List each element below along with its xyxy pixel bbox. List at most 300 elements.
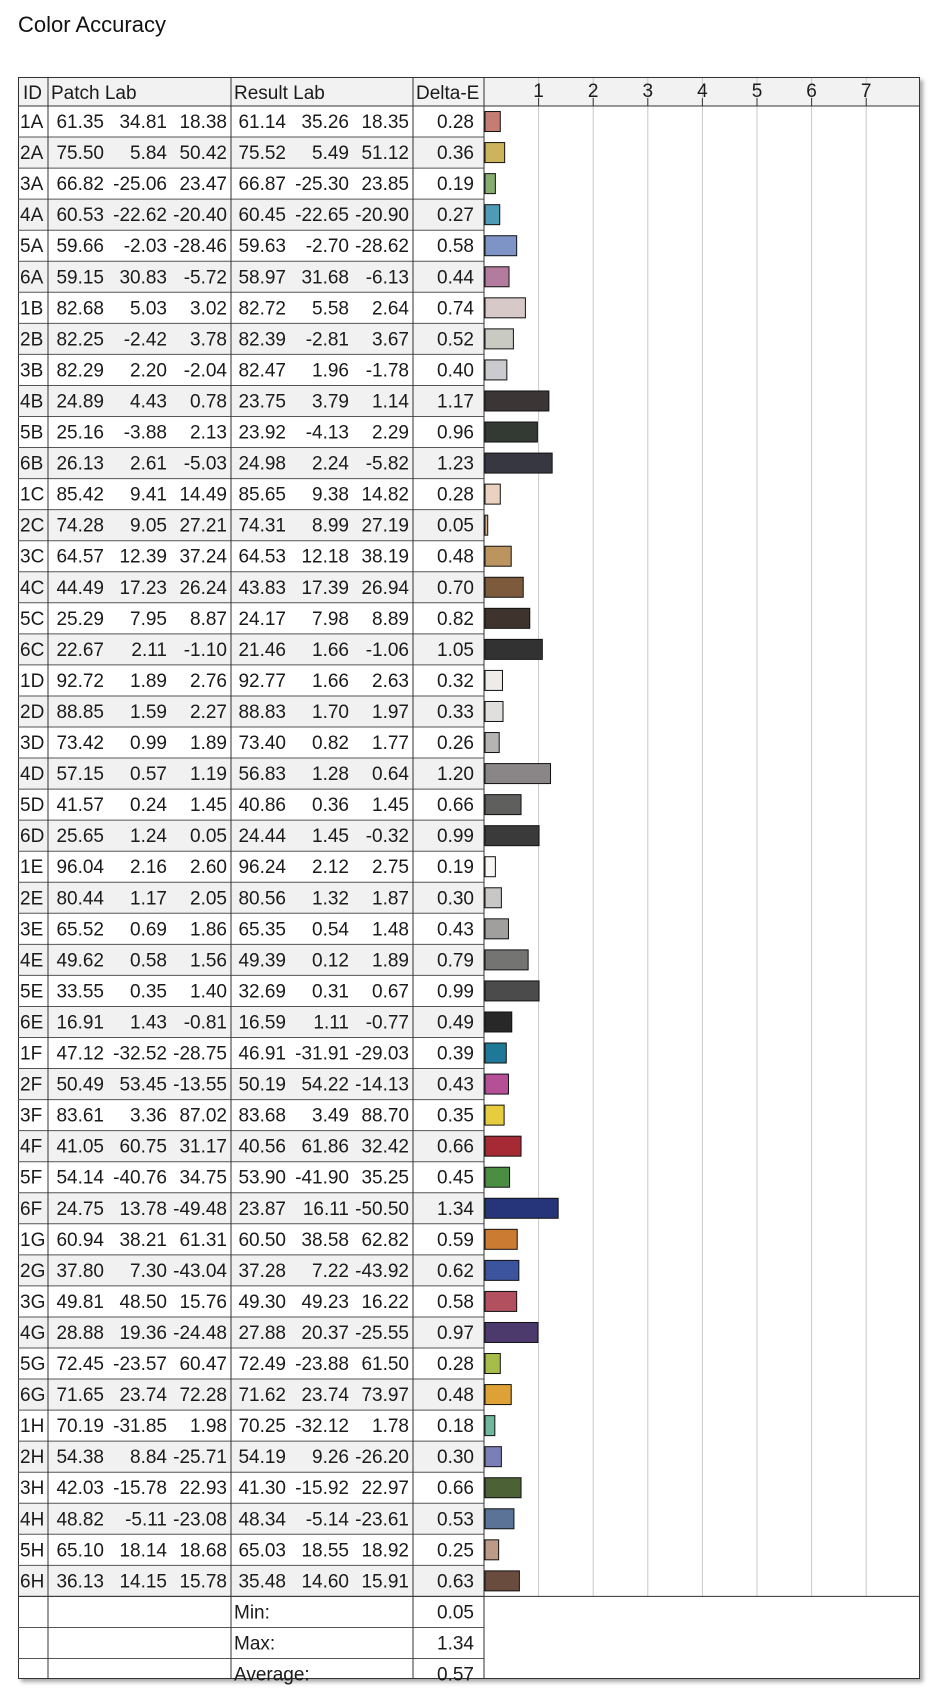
- result-b: 1.78: [372, 1416, 409, 1438]
- patch-b: 1.98: [190, 1416, 227, 1438]
- patch-id: 3E: [20, 919, 44, 941]
- patch-id: 1F: [20, 1043, 43, 1065]
- patch-b: -24.48: [173, 1322, 227, 1344]
- result-l: 82.39: [238, 329, 286, 351]
- result-a: -5.14: [305, 1509, 349, 1531]
- result-b: 2.64: [372, 298, 409, 320]
- patch-l: 82.25: [56, 329, 104, 351]
- result-l: 48.34: [238, 1509, 286, 1531]
- patch-a: 12.39: [119, 546, 167, 568]
- patch-a: -15.78: [113, 1478, 167, 1500]
- patch-l: 49.81: [56, 1291, 104, 1313]
- patch-l: 92.72: [56, 670, 104, 692]
- delta-e-bar: [485, 857, 495, 877]
- summary-label: Min:: [234, 1602, 270, 1624]
- patch-l: 25.16: [56, 422, 104, 444]
- result-a: 16.11: [302, 1198, 349, 1220]
- header-patch-lab: Patch Lab: [51, 83, 137, 104]
- result-a: 3.49: [312, 1105, 349, 1127]
- patch-a: 23.74: [119, 1385, 167, 1407]
- result-a: 20.37: [301, 1322, 349, 1344]
- patch-b: -5.03: [183, 453, 227, 475]
- delta-e-bar: [485, 1354, 500, 1374]
- patch-id: 3B: [20, 360, 44, 382]
- result-a: -22.65: [295, 205, 349, 227]
- patch-l: 61.35: [56, 112, 104, 133]
- delta-e-value: 0.63: [437, 1571, 474, 1593]
- delta-e-value: 0.32: [437, 670, 474, 692]
- delta-e-value: 0.97: [437, 1322, 474, 1344]
- patch-b: 8.87: [190, 608, 227, 630]
- patch-b: 61.31: [179, 1229, 227, 1251]
- delta-e-value: 0.74: [437, 298, 474, 320]
- patch-l: 59.66: [56, 236, 104, 258]
- patch-a: 1.24: [130, 826, 167, 848]
- patch-id: 5B: [20, 422, 44, 444]
- result-b: 15.91: [361, 1571, 409, 1593]
- result-b: -28.62: [355, 236, 409, 258]
- patch-b: -23.08: [173, 1509, 227, 1531]
- patch-a: 0.99: [130, 733, 167, 754]
- patch-b: 34.75: [179, 1167, 227, 1189]
- header-id: ID: [23, 83, 42, 104]
- patch-l: 37.80: [56, 1260, 104, 1282]
- patch-b: -2.04: [183, 360, 227, 382]
- delta-e-value: 1.34: [437, 1198, 474, 1220]
- patch-a: 8.84: [130, 1447, 167, 1469]
- result-l: 54.19: [238, 1447, 286, 1469]
- result-a: -2.70: [305, 236, 349, 258]
- delta-e-bar: [485, 1012, 512, 1032]
- patch-id: 5D: [20, 795, 45, 817]
- delta-e-value: 0.96: [437, 422, 474, 444]
- delta-e-value: 0.44: [437, 267, 474, 289]
- patch-b: -1.10: [183, 639, 227, 661]
- patch-l: 64.57: [56, 546, 104, 568]
- result-a: 1.11: [313, 1012, 349, 1034]
- delta-e-bar: [485, 981, 539, 1001]
- patch-l: 36.13: [56, 1571, 104, 1593]
- patch-b: 18.38: [179, 112, 227, 133]
- result-a: -41.90: [295, 1167, 349, 1189]
- result-l: 60.45: [238, 205, 286, 227]
- patch-id: 2C: [20, 515, 45, 537]
- result-b: -23.61: [355, 1509, 409, 1531]
- result-a: -25.30: [295, 174, 349, 196]
- delta-e-value: 0.59: [437, 1229, 474, 1251]
- patch-id: 1H: [20, 1416, 45, 1438]
- result-a: 5.58: [312, 298, 349, 320]
- patch-b: 1.45: [190, 795, 227, 817]
- result-b: -1.06: [365, 639, 409, 661]
- result-l: 61.14: [238, 112, 286, 133]
- patch-l: 16.91: [56, 1012, 104, 1034]
- patch-l: 66.82: [56, 174, 104, 196]
- patch-b: 1.89: [190, 733, 227, 754]
- patch-a: 48.50: [119, 1291, 167, 1313]
- summary-value: 1.34: [437, 1633, 474, 1655]
- delta-e-value: 1.20: [437, 764, 474, 786]
- delta-e-bar: [485, 422, 537, 442]
- delta-e-value: 0.39: [437, 1043, 474, 1065]
- result-l: 24.17: [238, 608, 286, 630]
- patch-b: 26.24: [179, 577, 227, 599]
- delta-e-bar: [485, 1229, 517, 1249]
- header-delta-e: Delta-E: [416, 83, 480, 104]
- patch-a: 7.95: [130, 608, 167, 630]
- result-a: -15.92: [295, 1478, 349, 1500]
- result-b: 1.97: [372, 701, 409, 723]
- result-b: 61.50: [361, 1354, 409, 1375]
- patch-b: 60.47: [179, 1354, 227, 1375]
- result-b: 1.87: [372, 888, 409, 910]
- patch-id: 3A: [20, 174, 44, 196]
- patch-l: 96.04: [56, 857, 104, 879]
- patch-id: 4C: [20, 577, 45, 599]
- result-a: 0.36: [312, 795, 349, 817]
- delta-e-bar: [485, 639, 542, 659]
- patch-id: 5G: [20, 1354, 46, 1375]
- result-a: 17.39: [301, 577, 349, 599]
- summary-value: 0.57: [437, 1664, 474, 1686]
- result-a: 0.12: [312, 950, 349, 972]
- delta-e-value: 0.43: [437, 1074, 474, 1096]
- patch-b: 15.76: [179, 1291, 227, 1313]
- patch-l: 26.13: [56, 453, 104, 475]
- delta-e-value: 0.43: [437, 919, 474, 941]
- patch-l: 70.19: [56, 1416, 104, 1438]
- patch-id: 1B: [20, 298, 44, 320]
- patch-b: 3.02: [190, 298, 227, 320]
- delta-e-value: 0.48: [437, 1385, 474, 1407]
- result-l: 71.62: [238, 1385, 286, 1407]
- result-a: -2.81: [305, 329, 349, 351]
- result-l: 73.40: [238, 733, 286, 754]
- delta-e-bar: [485, 1136, 521, 1156]
- result-l: 43.83: [238, 577, 286, 599]
- delta-e-value: 0.66: [437, 1136, 474, 1158]
- delta-e-bar: [485, 1105, 504, 1125]
- patch-l: 85.42: [56, 484, 104, 506]
- patch-id: 1D: [20, 670, 45, 692]
- patch-a: 1.89: [130, 670, 167, 692]
- patch-a: -32.52: [113, 1043, 167, 1065]
- patch-b: 18.68: [179, 1540, 227, 1562]
- patch-id: 2B: [20, 329, 44, 351]
- patch-id: 4F: [20, 1136, 43, 1158]
- patch-b: 3.78: [190, 329, 227, 351]
- result-b: 73.97: [361, 1385, 409, 1407]
- tick-label: 3: [642, 81, 654, 102]
- patch-a: 34.81: [119, 112, 167, 133]
- patch-a: 0.24: [130, 795, 167, 817]
- patch-id: 2F: [20, 1074, 43, 1096]
- page-title: Color Accuracy: [18, 12, 166, 37]
- tick-label: 4: [697, 81, 708, 102]
- result-b: 1.14: [372, 391, 409, 413]
- result-a: 31.68: [301, 267, 349, 289]
- patch-a: -22.62: [113, 205, 167, 227]
- delta-e-bar: [485, 112, 500, 132]
- summary-label: Max:: [234, 1633, 276, 1655]
- result-l: 23.92: [238, 422, 286, 444]
- patch-a: 2.11: [131, 639, 167, 661]
- patch-l: 25.65: [56, 826, 104, 848]
- patch-id: 4A: [20, 205, 44, 227]
- patch-l: 48.82: [56, 1509, 104, 1531]
- result-l: 24.98: [238, 453, 286, 475]
- delta-e-value: 0.30: [437, 888, 474, 910]
- patch-l: 57.15: [56, 764, 104, 786]
- delta-e-bar: [485, 1447, 501, 1467]
- patch-b: 1.56: [190, 950, 227, 972]
- delta-e-value: 0.19: [437, 857, 474, 879]
- patch-a: 9.05: [130, 515, 167, 537]
- result-a: 61.86: [301, 1136, 349, 1158]
- delta-e-value: 0.52: [437, 329, 474, 351]
- result-b: -25.55: [355, 1322, 409, 1344]
- delta-e-value: 0.53: [437, 1509, 474, 1531]
- result-a: 2.24: [312, 453, 349, 475]
- result-a: 1.28: [312, 764, 349, 786]
- result-l: 70.25: [238, 1416, 286, 1438]
- patch-id: 4B: [20, 391, 44, 413]
- delta-e-bar: [485, 764, 551, 784]
- delta-e-bar: [485, 888, 501, 908]
- delta-e-value: 1.17: [437, 391, 474, 413]
- patch-b: -49.48: [173, 1198, 227, 1220]
- delta-e-bar: [485, 484, 500, 504]
- delta-e-value: 0.35: [437, 1105, 474, 1127]
- tick-label: 5: [751, 81, 763, 102]
- result-b: -29.03: [355, 1043, 409, 1065]
- result-l: 21.46: [238, 639, 286, 661]
- result-b: 22.97: [361, 1478, 409, 1500]
- delta-e-value: 0.19: [437, 174, 474, 196]
- patch-id: 2H: [20, 1447, 45, 1469]
- patch-l: 49.62: [56, 950, 104, 972]
- result-b: 32.42: [361, 1136, 409, 1158]
- patch-b: 87.02: [179, 1105, 227, 1127]
- result-b: 26.94: [361, 577, 409, 599]
- delta-e-bar: [485, 1478, 521, 1498]
- delta-e-value: 0.99: [437, 981, 474, 1003]
- patch-id: 5F: [20, 1167, 43, 1189]
- patch-l: 75.50: [56, 143, 104, 165]
- delta-e-bar: [485, 298, 525, 318]
- result-a: 54.22: [301, 1074, 349, 1096]
- tick-label: 2: [587, 81, 599, 102]
- patch-a: -2.42: [123, 329, 167, 351]
- result-a: 49.23: [301, 1291, 349, 1313]
- result-b: -43.92: [355, 1260, 409, 1282]
- delta-e-value: 1.23: [437, 453, 474, 475]
- result-b: 2.29: [372, 422, 409, 444]
- patch-a: 1.43: [130, 1012, 167, 1034]
- result-l: 23.87: [238, 1198, 286, 1220]
- result-a: 0.54: [312, 919, 349, 941]
- delta-e-bar: [485, 670, 502, 690]
- header-result-lab: Result Lab: [234, 83, 325, 104]
- result-l: 82.47: [238, 360, 286, 382]
- patch-a: -3.88: [123, 422, 167, 444]
- result-a: 23.74: [301, 1385, 349, 1407]
- patch-l: 60.53: [56, 205, 104, 227]
- patch-a: 13.78: [119, 1198, 167, 1220]
- result-b: -26.20: [355, 1447, 409, 1469]
- patch-b: 2.13: [190, 422, 227, 444]
- result-a: 7.22: [312, 1260, 349, 1282]
- patch-a: -31.85: [113, 1416, 167, 1438]
- delta-e-value: 0.33: [437, 701, 474, 723]
- result-b: 2.75: [372, 857, 409, 879]
- result-b: 23.85: [361, 174, 409, 196]
- patch-id: 3D: [20, 733, 45, 754]
- patch-a: -25.06: [113, 174, 167, 196]
- patch-a: 9.41: [130, 484, 167, 506]
- delta-e-bar: [485, 1540, 499, 1560]
- patch-l: 42.03: [56, 1478, 104, 1500]
- result-b: 51.12: [361, 143, 409, 165]
- patch-l: 74.28: [56, 515, 104, 537]
- result-l: 35.48: [238, 1571, 286, 1593]
- delta-e-value: 0.48: [437, 546, 474, 568]
- patch-b: 0.05: [190, 826, 227, 848]
- patch-a: 2.16: [130, 857, 167, 879]
- delta-e-value: 0.45: [437, 1167, 474, 1189]
- patch-id: 3C: [20, 546, 45, 568]
- patch-b: -28.46: [173, 236, 227, 258]
- patch-l: 54.38: [56, 1447, 104, 1469]
- delta-e-value: 0.26: [437, 733, 474, 754]
- delta-e-bar: [485, 236, 517, 256]
- delta-e-bar: [485, 701, 503, 721]
- patch-b: 1.40: [190, 981, 227, 1003]
- delta-e-bar: [485, 1291, 517, 1311]
- patch-b: 1.19: [190, 764, 227, 786]
- delta-e-value: 0.40: [437, 360, 474, 382]
- patch-l: 41.57: [56, 795, 104, 817]
- result-a: 9.26: [312, 1447, 349, 1469]
- result-a: 38.58: [301, 1229, 349, 1251]
- patch-id: 6F: [20, 1198, 43, 1220]
- tick-label: 7: [860, 81, 872, 102]
- result-l: 49.30: [238, 1291, 286, 1313]
- result-a: 1.66: [312, 639, 349, 661]
- patch-a: 30.83: [119, 267, 167, 289]
- result-b: 35.25: [361, 1167, 409, 1189]
- delta-e-value: 0.58: [437, 236, 474, 258]
- patch-b: 2.27: [190, 701, 227, 723]
- delta-e-bar: [485, 826, 539, 846]
- delta-e-bar: [485, 1043, 506, 1063]
- result-l: 60.50: [238, 1229, 286, 1251]
- patch-id: 6C: [20, 639, 45, 661]
- delta-e-bar: [485, 1416, 495, 1436]
- result-b: 27.19: [361, 515, 409, 537]
- patch-b: 50.42: [179, 143, 227, 165]
- patch-l: 22.67: [56, 639, 104, 661]
- result-b: 0.67: [372, 981, 409, 1003]
- result-l: 64.53: [238, 546, 286, 568]
- patch-l: 65.10: [56, 1540, 104, 1562]
- result-l: 74.31: [238, 515, 286, 537]
- result-b: 38.19: [361, 546, 409, 568]
- result-l: 75.52: [238, 143, 286, 165]
- patch-l: 73.42: [56, 733, 104, 754]
- patch-l: 24.75: [56, 1198, 104, 1220]
- result-a: 0.31: [312, 981, 349, 1003]
- result-l: 56.83: [238, 764, 286, 786]
- delta-e-bar: [485, 174, 495, 194]
- result-b: 1.45: [372, 795, 409, 817]
- result-b: -50.50: [355, 1198, 409, 1220]
- result-a: 1.32: [312, 888, 349, 910]
- patch-id: 6E: [20, 1012, 44, 1034]
- patch-id: 4H: [20, 1509, 45, 1531]
- result-b: -0.77: [365, 1012, 409, 1034]
- patch-a: 3.36: [130, 1105, 167, 1127]
- patch-b: -20.40: [173, 205, 227, 227]
- patch-b: -25.71: [173, 1447, 227, 1469]
- patch-l: 88.85: [56, 701, 104, 723]
- result-b: -1.78: [365, 360, 409, 382]
- result-l: 65.03: [238, 1540, 286, 1562]
- result-l: 41.30: [238, 1478, 286, 1500]
- delta-e-bar: [485, 453, 552, 473]
- patch-a: 18.14: [119, 1540, 167, 1562]
- result-a: 7.98: [312, 608, 349, 630]
- result-b: 18.92: [361, 1540, 409, 1562]
- delta-e-bar: [485, 608, 530, 628]
- result-a: -23.88: [295, 1354, 349, 1375]
- result-b: 1.77: [372, 733, 409, 754]
- patch-b: 0.78: [190, 391, 227, 413]
- patch-a: -5.11: [125, 1509, 167, 1531]
- patch-l: 80.44: [56, 888, 104, 910]
- result-a: -32.12: [295, 1416, 349, 1438]
- delta-e-value: 0.36: [437, 143, 474, 165]
- patch-l: 82.68: [56, 298, 104, 320]
- result-l: 49.39: [238, 950, 286, 972]
- patch-a: 7.30: [130, 1260, 167, 1282]
- delta-e-value: 0.79: [437, 950, 474, 972]
- result-a: 5.49: [312, 143, 349, 165]
- patch-a: 4.43: [130, 391, 167, 413]
- result-l: 80.56: [238, 888, 286, 910]
- delta-e-bar: [485, 1571, 519, 1591]
- patch-id: 4E: [20, 950, 44, 972]
- delta-e-bar: [485, 577, 523, 597]
- result-b: 14.82: [361, 484, 409, 506]
- result-l: 66.87: [238, 174, 286, 196]
- delta-e-bar: [485, 143, 505, 163]
- patch-b: 15.78: [179, 1571, 227, 1593]
- patch-id: 2G: [20, 1260, 46, 1282]
- patch-b: -5.72: [183, 267, 227, 289]
- delta-e-bar: [485, 267, 509, 287]
- delta-e-value: 0.66: [437, 795, 474, 817]
- delta-e-value: 0.28: [437, 1354, 474, 1375]
- delta-e-bar: [485, 1385, 511, 1405]
- delta-e-bar: [485, 1074, 508, 1094]
- result-b: -14.13: [355, 1074, 409, 1096]
- result-l: 92.77: [238, 670, 286, 692]
- delta-e-bar: [485, 950, 528, 970]
- result-l: 40.56: [238, 1136, 286, 1158]
- patch-id: 5C: [20, 608, 45, 630]
- patch-l: 28.88: [56, 1322, 104, 1344]
